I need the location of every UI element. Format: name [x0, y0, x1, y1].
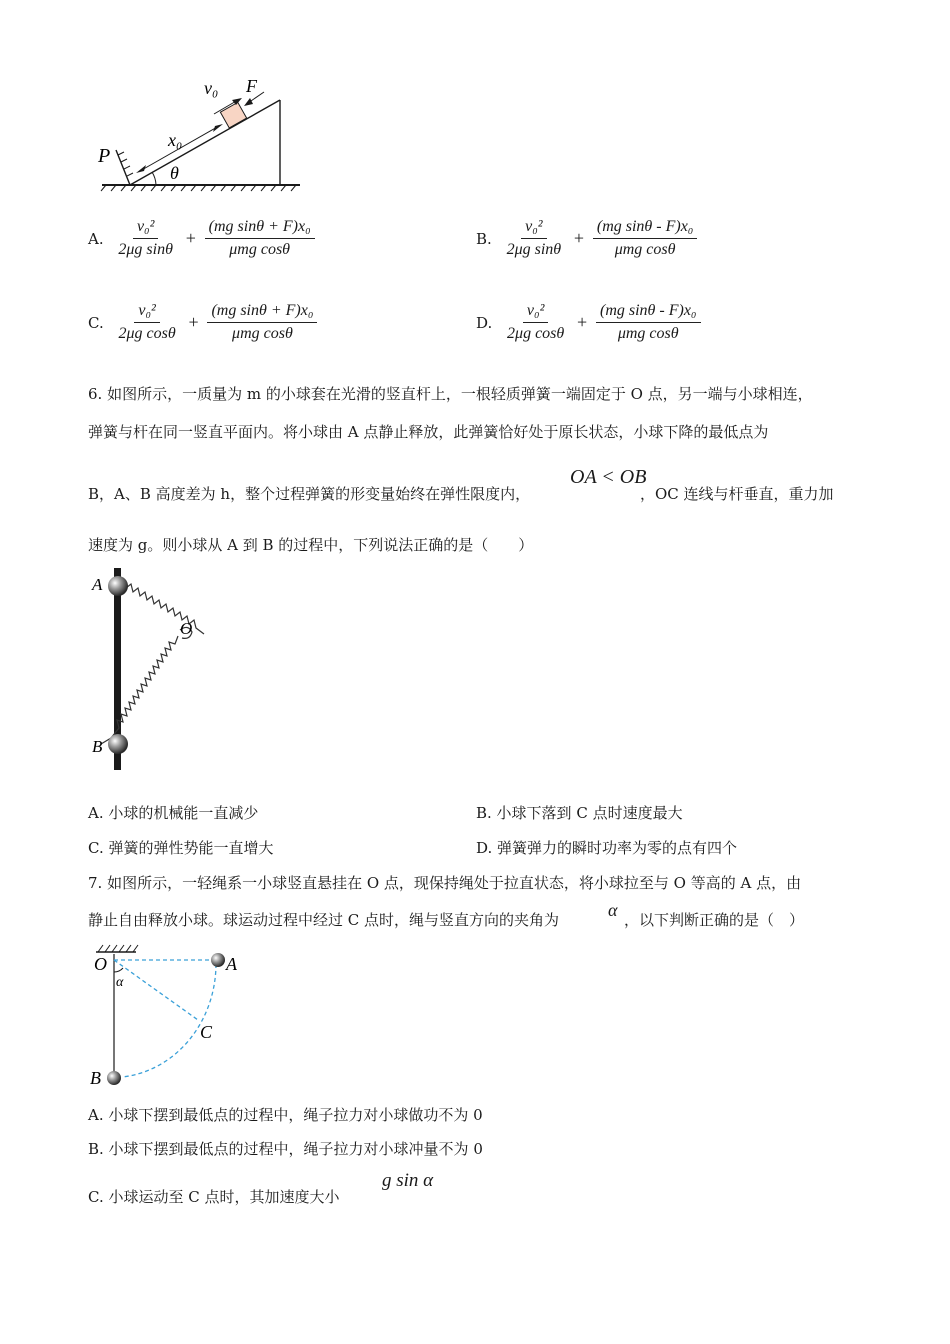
label-v0: v₀ — [204, 78, 219, 98]
plus-sign: + — [577, 312, 588, 332]
fraction: $\frac{\text{v₀²}}{\text{2μg cosθ}}$ — [507, 302, 565, 342]
q6-option-b[interactable]: B. 小球下落到 C 点时速度最大 — [476, 804, 683, 822]
rod-spring-figure — [88, 566, 218, 772]
label-A: A — [92, 575, 103, 594]
ball-a — [108, 576, 128, 596]
plus-sign: + — [188, 312, 199, 332]
q6-line-4: 速度为 g。则小球从 A 到 B 的过程中，下列说法正确的是（ ） — [88, 536, 534, 554]
q5-option-b[interactable] — [476, 218, 697, 259]
option-label: B. — [476, 229, 492, 248]
label-O: O — [180, 619, 193, 638]
ball-b — [108, 734, 128, 754]
q6-option-a[interactable]: A. 小球的机械能一直减少 — [88, 804, 259, 822]
label-x0: x₀ — [168, 130, 183, 150]
q7-line-1: 7. 如图所示，一轻绳系一小球竖直悬挂在 O 点，现保持绳处于拉直状态，将小球拉至与 O 等高的 A 点，由 — [88, 874, 802, 892]
q6-line-1: 6. 如图所示，一质量为 m 的小球套在光滑的竖直杆上，一根轻质弹簧一端固定于 O 点，另一端与小球相连， — [88, 385, 813, 403]
option-label: C. — [88, 313, 104, 332]
label-A: A — [226, 954, 237, 974]
q6-option-c[interactable]: C. 弹簧的弹性势能一直增大 — [88, 839, 274, 857]
q7-option-a[interactable]: A. 小球下摆到最低点的过程中，绳子拉力对小球做功不为 0 — [88, 1106, 483, 1124]
ball-b — [107, 1071, 121, 1085]
fraction: $\frac{\text{v₀²}}{\text{2μg sinθ}}$ — [118, 218, 173, 258]
q7-line-2a: 静止自由释放小球。球运动过程中经过 C 点时，绳与竖直方向的夹角为 — [88, 911, 560, 929]
plus-sign: + — [185, 228, 196, 248]
q7-alpha: α — [608, 900, 618, 920]
label-O: O — [94, 954, 107, 974]
q5-option-d[interactable] — [476, 302, 701, 343]
label-theta: θ — [170, 163, 179, 183]
fraction: $\frac{\text{v₀²}}{\text{2μg sinθ}}$ — [506, 218, 562, 258]
fraction: $\frac{\text{(mg sinθ - F)x₀}}{\text{μmg cosθ}}$ — [596, 302, 701, 343]
label-P: P — [98, 145, 111, 167]
q5-option-a[interactable] — [88, 218, 315, 259]
pendulum-figure — [88, 940, 248, 1090]
incline-figure — [88, 70, 318, 195]
q7-line-2b: ，以下判断正确的是（ ） — [624, 911, 805, 929]
fraction: $\frac{\text{(mg sinθ + F)x₀}}{\text{μmg cosθ}}$ — [207, 302, 317, 343]
q6-line-3b: ，OC 连线与杆垂直，重力加 — [640, 485, 834, 503]
label-C: C — [200, 1022, 213, 1042]
fraction: $\frac{\text{(mg sinθ - F)x₀}}{\text{μmg cosθ}}$ — [593, 218, 698, 259]
option-label: A. — [88, 229, 104, 248]
q6-line-3a: B，A、B 高度差为 h，整个过程弹簧的形变量始终在弹性限度内， — [88, 485, 531, 503]
q6-formula: OA < OB — [570, 466, 647, 488]
q5-option-c[interactable] — [88, 302, 317, 343]
q6-line-2: 弹簧与杆在同一竖直平面内。将小球由 A 点静止释放，此弹簧恰好处于原长状态，小球下降的最低点为 — [88, 423, 769, 441]
fraction: $\frac{\text{(mg sinθ + F)x₀}}{\text{μmg cosθ}}$ — [205, 218, 315, 259]
plus-sign: + — [573, 228, 585, 248]
q7-option-c[interactable]: C. 小球运动至 C 点时，其加速度大小 — [88, 1188, 340, 1206]
option-label: D. — [476, 313, 493, 332]
label-alpha: α — [116, 975, 124, 990]
ball-a — [211, 953, 225, 967]
q7-option-c-formula: g sin α — [382, 1170, 434, 1191]
q7-option-b[interactable]: B. 小球下摆到最低点的过程中，绳子拉力对小球冲量不为 0 — [88, 1140, 483, 1158]
label-B: B — [92, 737, 103, 756]
label-F: F — [246, 76, 257, 96]
fraction: $\frac{\text{v₀²}}{\text{2μg cosθ}}$ — [118, 302, 176, 342]
q6-option-d[interactable]: D. 弹簧弹力的瞬时功率为零的点有四个 — [476, 839, 738, 857]
label-B: B — [90, 1068, 101, 1088]
